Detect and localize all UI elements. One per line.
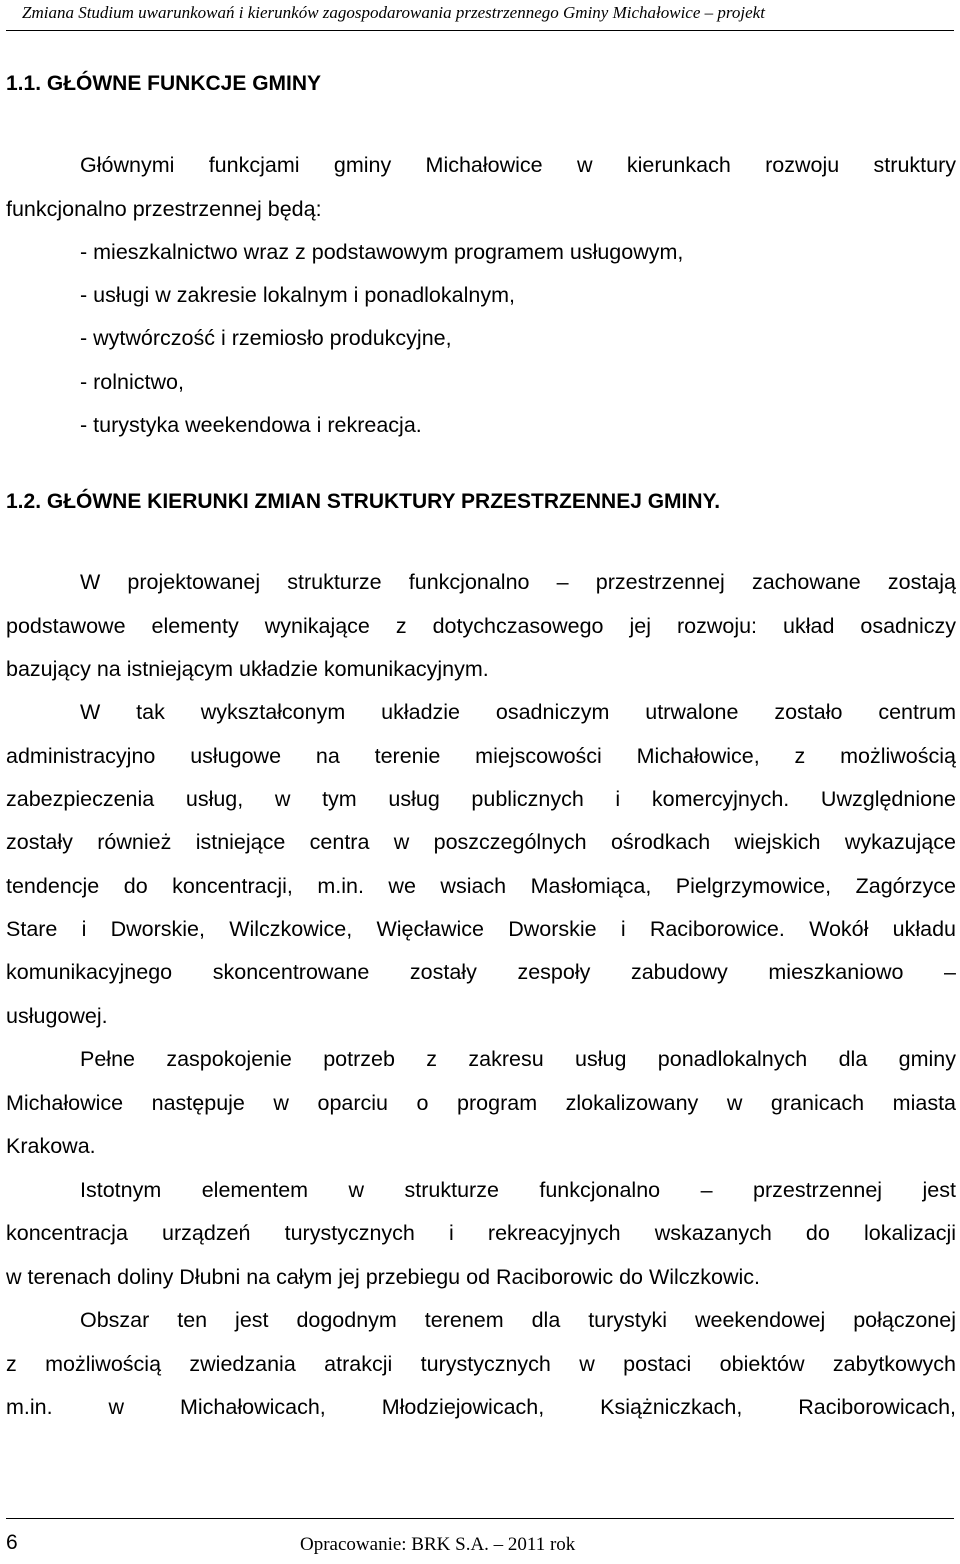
running-title: Zmiana Studium uwarunkowań i kierunków zagospodarowania przestrzennego Gminy Michałowice – projekt (22, 3, 765, 22)
body-line: W tak wykształconym układzie osadniczym utrwalone zostało centrum (80, 700, 956, 724)
footer-credit: Opracowanie: BRK S.A. – 2011 rok (300, 1534, 576, 1555)
body-line: koncentracja urządzeń turystycznych i rekreacyjnych wskazanych do lokalizacji (6, 1221, 956, 1245)
body-line: z możliwością zwiedzania atrakcji turystycznych w postaci obiektów zabytkowych (6, 1352, 956, 1376)
function-list-item: - turystyka weekendowa i rekreacja. (80, 413, 422, 437)
intro-line: funkcjonalno przestrzennej będą: (6, 197, 322, 221)
footer-rule (6, 1518, 954, 1519)
function-list-item: - wytwórczość i rzemiosło produkcyjne, (80, 326, 452, 350)
body-line: m.in. w Michałowicach, Młodziejowicach, Książniczkach, Raciborowicach, (6, 1395, 956, 1419)
body-line: tendencje do koncentracji, m.in. we wsiach Masłomiąca, Pielgrzymowice, Zagórzyce (6, 874, 956, 898)
body-line: Michałowice następuje w oparciu o program zlokalizowany w granicach miasta (6, 1091, 956, 1115)
body-line: Stare i Dworskie, Wilczkowice, Więcławice Dworskie i Raciborowice. Wokół układu (6, 917, 956, 941)
intro-line: Głównymi funkcjami gminy Michałowice w kierunkach rozwoju struktury (80, 153, 956, 177)
function-list-item: - usługi w zakresie lokalnym i ponadlokalnym, (80, 283, 515, 307)
body-line: bazujący na istniejącym układzie komunikacyjnym. (6, 657, 489, 681)
section-heading-1-2: 1.2. GŁÓWNE KIERUNKI ZMIAN STRUKTURY PRZESTRZENNEJ GMINY. (6, 490, 721, 513)
running-header (6, 0, 954, 31)
body-line: Krakowa. (6, 1134, 96, 1158)
page-number: 6 (6, 1531, 18, 1554)
body-line: Obszar ten jest dogodnym terenem dla turystyki weekendowej połączonej (80, 1308, 956, 1332)
body-line: administracyjno usługowe na terenie miejscowości Michałowice, z możliwością (6, 744, 956, 768)
body-line: W projektowanej strukturze funkcjonalno – przestrzennej zachowane zostają (80, 570, 956, 594)
section-heading-1-1: 1.1. GŁÓWNE FUNKCJE GMINY (6, 72, 322, 95)
body-line: zostały również istniejące centra w poszczególnych ośrodkach wiejskich wykazujące (6, 830, 956, 854)
body-line: w terenach doliny Dłubni na całym jej przebiegu od Raciborowic do Wilczkowic. (6, 1265, 761, 1289)
body-line: usługowej. (6, 1004, 108, 1028)
body-line: podstawowe elementy wynikające z dotychczasowego jej rozwoju: układ osadniczy (6, 614, 956, 638)
function-list-item: - rolnictwo, (80, 370, 184, 394)
body-line: Pełne zaspokojenie potrzeb z zakresu usług ponadlokalnych dla gminy (80, 1047, 956, 1071)
body-line: zabezpieczenia usług, w tym usług publicznych i komercyjnych. Uwzględnione (6, 787, 956, 811)
function-list-item: - mieszkalnictwo wraz z podstawowym programem usługowym, (80, 240, 684, 264)
body-line: Istotnym elementem w strukturze funkcjonalno – przestrzennej jest (80, 1178, 956, 1202)
body-line: komunikacyjnego skoncentrowane zostały zespoły zabudowy mieszkaniowo – (6, 960, 956, 984)
